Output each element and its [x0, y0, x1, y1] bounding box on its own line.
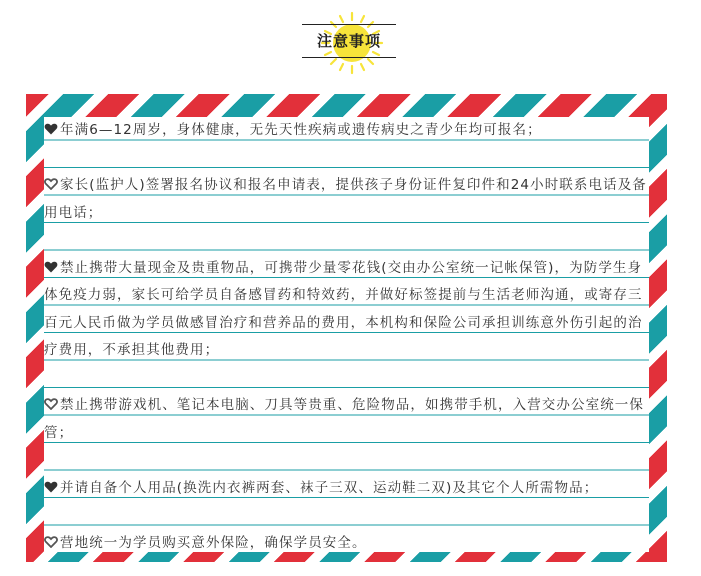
blank-line [44, 447, 649, 475]
heart-solid-icon [44, 123, 58, 135]
heart-solid-icon [44, 261, 58, 273]
title-rule-bottom [302, 57, 396, 58]
blank-line [44, 227, 649, 255]
notice-list [36, 104, 657, 552]
item-text: 家长(监护人)签署报名协议和报名申请表，提供孩子身份证件复印件和24小时联系电话及备用电话； [44, 177, 647, 221]
heart-outline-icon [44, 536, 58, 548]
list-item [44, 530, 649, 558]
blank-line [44, 145, 649, 173]
heart-outline-icon [44, 178, 58, 190]
list-item [44, 172, 649, 227]
item-text: 营地统一为学员购买意外保险，确保学员安全。 [60, 534, 367, 551]
section-title [302, 19, 396, 73]
heart-outline-icon [44, 398, 58, 410]
list-item [44, 255, 649, 365]
title-rule-top [302, 24, 396, 25]
item-text: 并请自备个人用品(换洗内衣裤两套、袜子三双、运动鞋二双)及其它个人所需物品； [60, 479, 599, 496]
airmail-frame [26, 94, 667, 562]
list-item [44, 117, 649, 145]
item-text: 年满6—12周岁，身体健康，无先天性疾病或遗传病史之青少年均可报名； [60, 122, 542, 138]
page-title: 注意事项 [316, 32, 381, 50]
item-text: 禁止携带大量现金及贵重物品，可携带少量零花钱(交由办公室统一记帐保管)，为防学生身体免疫力弱，家长可给学员自备感冒药和特效药，并做好标签提前与生活老师沟通，或寄存三百元人民币做为学员做感冒治疗和营养品的费用，本机构和保险公司承担训练意外伤引起的治疗费用，不承担其他费用； [44, 259, 643, 358]
heart-solid-icon [44, 481, 58, 493]
blank-line [44, 502, 649, 530]
blank-line [44, 365, 649, 393]
list-item [44, 475, 649, 503]
item-text: 禁止携带游戏机、笔记本电脑、刀具等贵重、危险物品，如携带手机，入营交办公室统一保管； [44, 397, 644, 441]
list-item [44, 392, 649, 447]
